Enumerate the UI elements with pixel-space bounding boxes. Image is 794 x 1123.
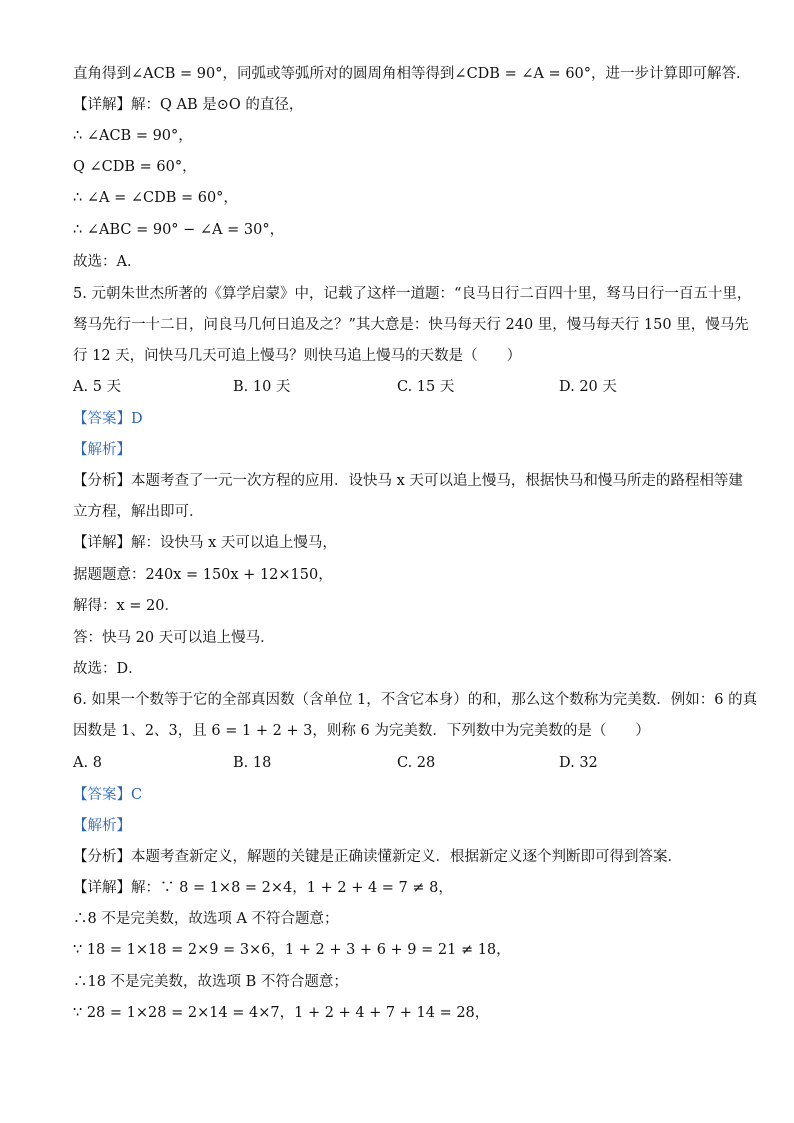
equation-line: 据题题意：240x = 150x + 12×150， xyxy=(73,567,333,583)
option-c: C. 28 xyxy=(397,755,436,771)
text-line: ∵ 18 = 1×18 = 2×9 = 3×6，1 + 2 + 3 + 6 + 9 = 21 ≠ 18， xyxy=(73,942,511,958)
question-5-stem: 5. 元朝朱世杰所著的《算学启蒙》中，记载了这样一道题：“良马日行二百四十里，驽马日行一百五十里， xyxy=(73,286,752,302)
text-line: ∴8 不是完美数，故选项 A 不符合题意； xyxy=(73,911,339,927)
option-d: D. 20 天 xyxy=(559,379,617,395)
text-line: ∴ ∠ACB = 90°， xyxy=(73,128,193,144)
text-line: 答：快马 20 天可以追上慢马． xyxy=(73,630,275,646)
text-line: 直角得到∠ACB = 90°，同弧或等弧所对的圆周角相等得到∠CDB = ∠A = 60°，进一步计算即可解答． xyxy=(73,66,751,82)
question-6-stem: 6. 如果一个数等于它的全部真因数（含单位 1，不含它本身）的和，那么这个数称为完美数．例如：6 的真 xyxy=(73,692,758,708)
equation-line: 解得：x = 20． xyxy=(73,598,179,614)
question-5-stem: 行 12 天，问快马几天可追上慢马？则快马追上慢马的天数是（ ） xyxy=(73,348,522,364)
question-5-options xyxy=(73,377,744,397)
answer-label: 【答案】D xyxy=(73,411,143,427)
option-a: A. 8 xyxy=(73,755,102,771)
option-a: A. 5 天 xyxy=(73,379,122,395)
text-line: 【详解】解：设快马 x 天可以追上慢马， xyxy=(73,535,337,551)
analysis-label: 【解析】 xyxy=(73,442,131,458)
option-b: B. 10 天 xyxy=(233,379,291,395)
answer-label: 【答案】C xyxy=(73,787,143,803)
text-line: 【详解】解：Q AB 是⊙O 的直径， xyxy=(73,97,304,113)
text-line: 立方程，解出即可． xyxy=(73,504,204,520)
text-line: 【分析】本题考查新定义，解题的关键是正确读懂新定义．根据新定义逐个判断即可得到答案． xyxy=(73,849,682,865)
question-6-stem: 因数是 1、2、3，且 6 = 1 + 2 + 3，则称 6 为完美数．下列数中为完美数的是（ ） xyxy=(73,723,650,739)
text-line: 【分析】本题考查了一元一次方程的应用．设快马 x 天可以追上慢马，根据快马和慢马所走的路程相等建 xyxy=(73,473,743,489)
option-b: B. 18 xyxy=(233,755,272,771)
text-line: 故选：A． xyxy=(73,254,142,270)
text-line: ∴ ∠ABC = 90° − ∠A = 30°， xyxy=(73,222,285,238)
text-line: ∵ 28 = 1×28 = 2×14 = 4×7，1 + 2 + 4 + 7 + 14 = 28， xyxy=(73,1005,490,1021)
text-line: 故选：D． xyxy=(73,661,143,677)
text-line: ∴ ∠A = ∠CDB = 60°， xyxy=(73,190,238,206)
analysis-label: 【解析】 xyxy=(73,818,131,834)
option-c: C. 15 天 xyxy=(397,379,455,395)
question-5-stem: 驽马先行一十二日，问良马几何日追及之？”其大意是：快马每天行 240 里，慢马每天行 150 里，慢马先 xyxy=(73,317,749,333)
question-6-options xyxy=(73,753,744,773)
text-line: Q ∠CDB = 60°， xyxy=(73,159,197,175)
text-line: ∴18 不是完美数，故选项 B 不符合题意； xyxy=(73,974,348,990)
text-line: 【详解】解：∵ 8 = 1×8 = 2×4，1 + 2 + 4 = 7 ≠ 8， xyxy=(73,880,453,896)
option-d: D. 32 xyxy=(559,755,598,771)
